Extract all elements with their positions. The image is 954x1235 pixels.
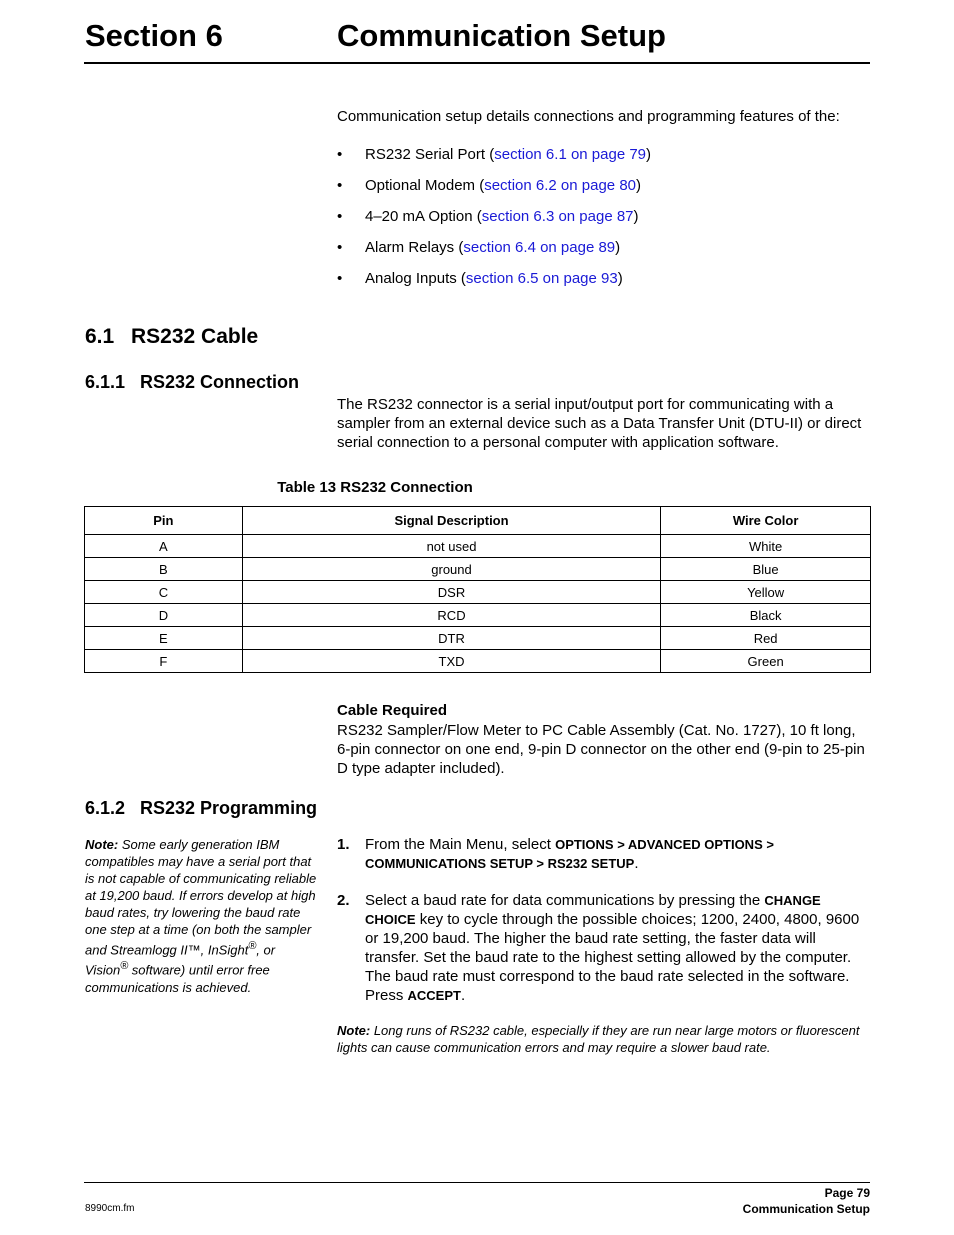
list-item: • 4–20 mA Option (section 6.3 on page 87) (337, 208, 639, 225)
pin-cell: D (85, 604, 243, 627)
bullet-icon: • (337, 146, 343, 163)
table-caption: Table 13 RS232 Connection (277, 479, 473, 496)
footer-page-info (620, 1185, 870, 1217)
signal-cell: DTR (242, 627, 660, 650)
list-item: • Alarm Relays (section 6.4 on page 89) (337, 239, 621, 256)
intro-paragraph: Communication setup details connections and programming features of the: (337, 108, 840, 125)
section-name: Communication Setup (337, 18, 666, 53)
footer-rule (84, 1182, 870, 1183)
step-2: 2. Select a baud rate for data communications by pressing the CHANGE CHOICE key to cycle through the possible choices; 1200, 2400, 4800, 9600 or 19,200 baud. The higher the baud rate setting, the faster data will transfer. Set the baud rate to the highest setting allowed by the computer. The baud rate must correspond to the baud rate selected in the software. Press ACCEPT. (337, 892, 860, 1004)
signal-cell: DSR (242, 581, 660, 604)
heading-6-1-1: 6.1.1 RS232 Connection (85, 372, 300, 392)
wire-color-cell: White (661, 535, 871, 558)
signal-cell: RCD (242, 604, 660, 627)
step-1: 1. From the Main Menu, select OPTIONS > ADVANCED OPTIONS > COMMUNICATIONS SETUP > RS232 SETUP. (337, 836, 774, 872)
wire-color-cell: Black (661, 604, 871, 627)
bullet-icon: • (337, 270, 343, 287)
accept-key: ACCEPT (407, 988, 461, 1003)
cable-required-title: Cable Required (337, 702, 448, 719)
table-row (85, 535, 871, 558)
pin-cell: F (85, 650, 243, 673)
signal-cell: ground (242, 558, 660, 581)
table-row (85, 581, 871, 604)
header-rule (84, 62, 870, 64)
rs232-connection-table (84, 506, 871, 673)
table-row (85, 650, 871, 673)
note-label: Note: (337, 1023, 371, 1038)
column-header-wire-color: Wire Color (661, 507, 871, 535)
pin-cell: B (85, 558, 243, 581)
bullet-icon: • (337, 177, 343, 194)
list-item: • Analog Inputs (section 6.5 on page 93) (337, 270, 623, 287)
list-item: • RS232 Serial Port (section 6.1 on page 79) (337, 146, 652, 163)
pin-cell: A (85, 535, 243, 558)
bottom-note: Note: Long runs of RS232 cable, especially if they are run near large motors or fluorescent lights can cause communication errors and may require a slower baud rate. (337, 1023, 860, 1055)
column-header-signal: Signal Description (242, 507, 660, 535)
wire-color-cell: Red (661, 627, 871, 650)
footer-filename: 8990cm.fm (85, 1203, 135, 1214)
wire-color-cell: Yellow (661, 581, 871, 604)
xref-link-6-4[interactable]: section 6.4 on page 89 (463, 239, 616, 256)
side-note: Note: Some early generation IBM compatibles may have a serial port that is not capable of communicating reliable at 19,200 baud. If errors develop at high baud rates, try lowering the baud rate one step at a time (on both the sampler and Streamlogg II™, InSight®, or Vision® software) until error free communications is achieved. (85, 837, 317, 995)
note-label: Note: (85, 837, 119, 852)
footer-section-name: Communication Setup (742, 1202, 870, 1216)
heading-6-1: 6.1 RS232 Cable (85, 325, 259, 348)
menu-path: OPTIONS > ADVANCED OPTIONS > COMMUNICATIONS SETUP > RS232 SETUP (365, 837, 774, 871)
feature-list (337, 145, 871, 300)
section-number: Section 6 (85, 18, 223, 53)
wire-color-cell: Blue (661, 558, 871, 581)
connection-paragraph: The RS232 connector is a serial input/output port for communicating with a sampler from an external device such as a Data Transfer Unit (DTU-II) or direct serial connection to a personal computer with application software. (337, 396, 862, 451)
page-number: Page 79 (824, 1186, 870, 1200)
xref-link-6-5[interactable]: section 6.5 on page 93 (465, 270, 618, 287)
list-item: • Optional Modem (section 6.2 on page 80) (337, 177, 642, 194)
cable-required-paragraph: RS232 Sampler/Flow Meter to PC Cable Assembly (Cat. No. 1727), 10 ft long, 6-pin connector on one end, 9-pin D connector on the other end (9-pin to 25-pin D type adapter included). (337, 722, 865, 777)
table-row (85, 604, 871, 627)
column-header-pin: Pin (85, 507, 243, 535)
wire-color-cell: Green (661, 650, 871, 673)
table-row (85, 627, 871, 650)
change-choice-key: CHANGE CHOICE (365, 893, 821, 927)
heading-6-1-2: 6.1.2 RS232 Programming (85, 798, 318, 818)
bullet-icon: • (337, 239, 343, 256)
pin-cell: C (85, 581, 243, 604)
signal-cell: TXD (242, 650, 660, 673)
table-header-row (85, 507, 871, 535)
programming-steps (337, 835, 871, 1005)
xref-link-6-2[interactable]: section 6.2 on page 80 (484, 177, 637, 194)
bullet-icon: • (337, 208, 343, 225)
pin-cell: E (85, 627, 243, 650)
xref-link-6-1[interactable]: section 6.1 on page 79 (494, 146, 647, 163)
signal-cell: not used (242, 535, 660, 558)
xref-link-6-3[interactable]: section 6.3 on page 87 (481, 208, 634, 225)
table-row (85, 558, 871, 581)
